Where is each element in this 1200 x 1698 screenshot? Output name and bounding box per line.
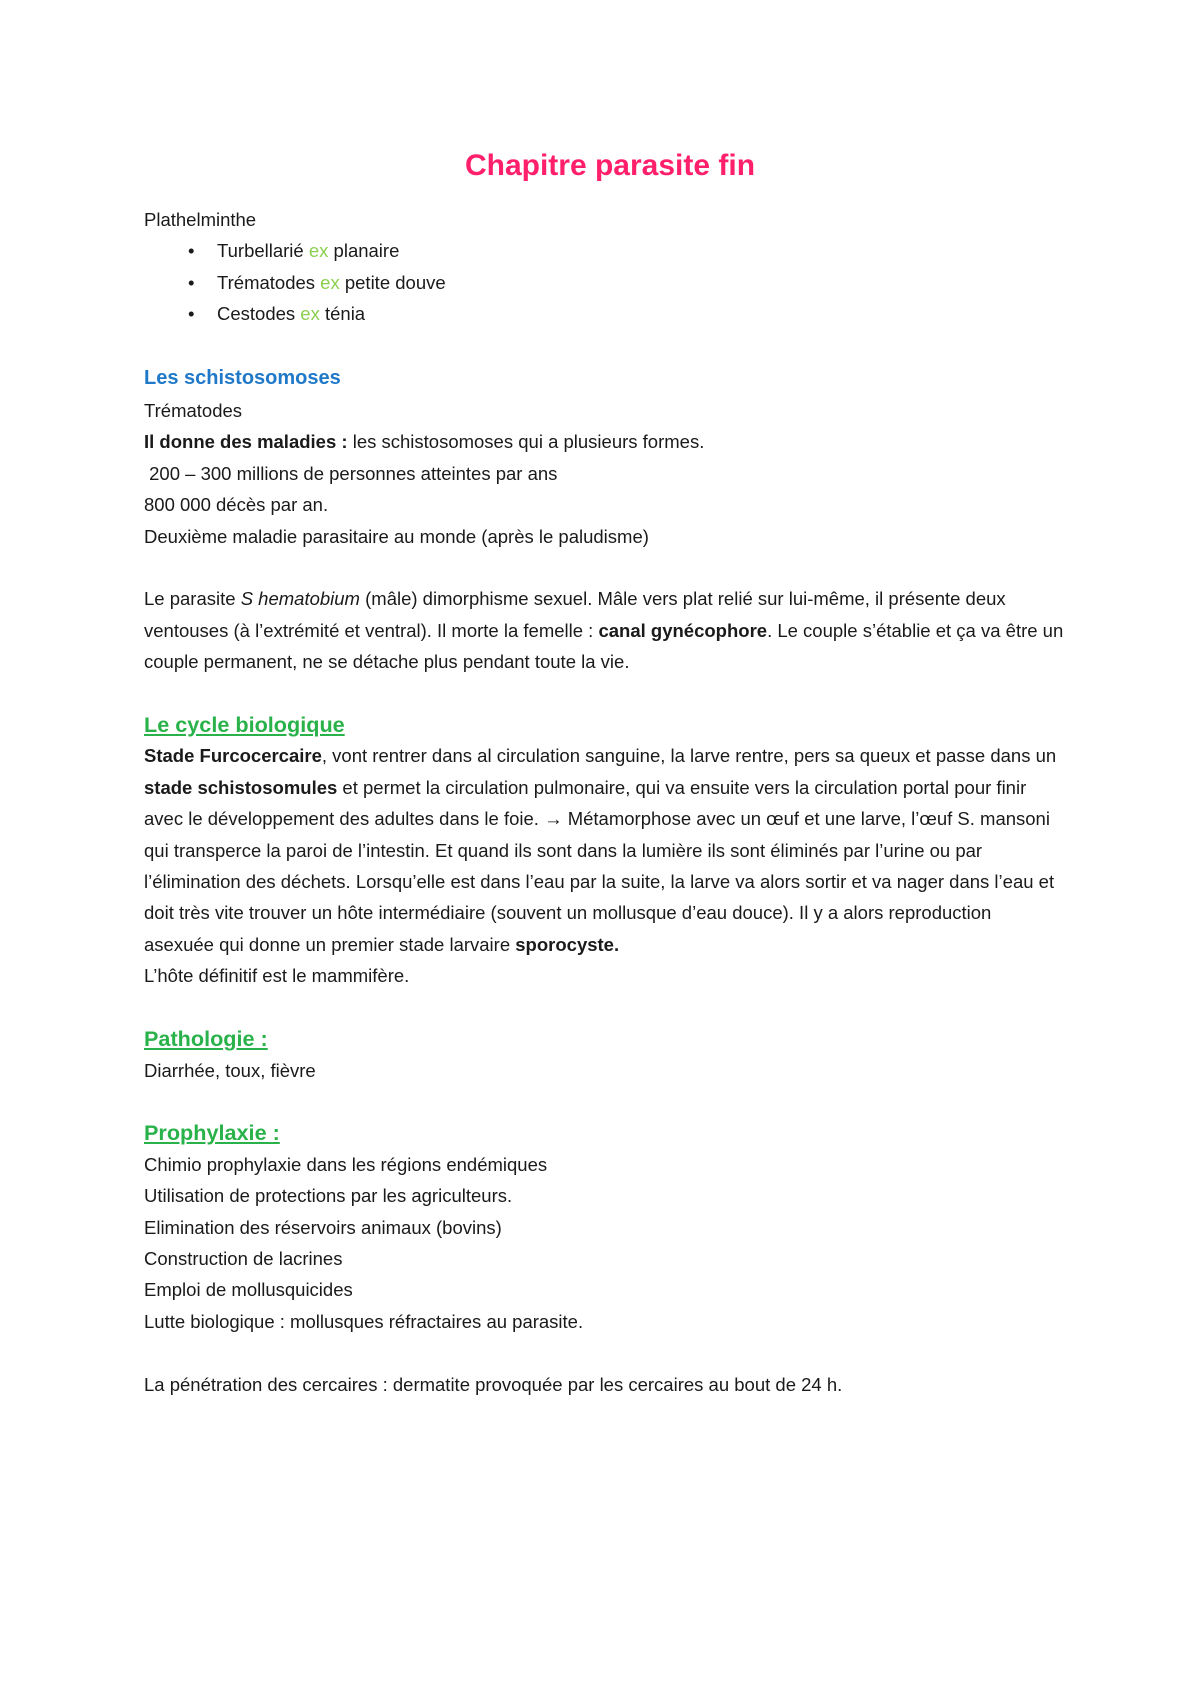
cycle-paragraph bbox=[144, 740, 1064, 960]
list-item bbox=[188, 298, 1064, 329]
cycle-text-2: et permet la circulation pulmonaire, qui va ensuite vers la circulation portal pour finir avec le développement des adultes dans le foie. → Métamorphose avec un œuf et une larve, l’œuf S. mansoni qui transperce la paroi de l’intestin. Et quand ils sont dans la lumière ils sont éliminés par l’urine ou par l’élimination des déchets. Lorsqu’elle est dans l’eau par la suite, la larve va alors sortir et va nager dans l’eau et doit très vite trouver un hôte intermédiaire (souvent un mollusque d’eau douce). Il y a alors reproduction asexuée qui donne un premier stade larvaire bbox=[144, 776, 1055, 955]
list-item bbox=[188, 267, 1064, 298]
parasite-paragraph bbox=[144, 583, 1064, 677]
page-title: Chapitre parasite fin bbox=[464, 149, 756, 182]
spacer bbox=[144, 330, 1064, 361]
plathelminthe-label: Plathelminthe bbox=[144, 209, 257, 230]
species-name: S hematobium bbox=[240, 588, 360, 610]
host-line: L’hôte définitif est le mammifère. bbox=[144, 965, 410, 987]
ex-marker: ex bbox=[300, 303, 320, 325]
prophylaxie-item: Lutte biologique : mollusques réfractaires au parasite. bbox=[144, 1310, 584, 1332]
item-example: ténia bbox=[324, 303, 366, 325]
maladies-rest: les schistosomoses qui a plusieurs formes. bbox=[347, 431, 705, 453]
item-example: planaire bbox=[333, 240, 400, 262]
cycle-bold-2: stade schistosomules bbox=[144, 776, 338, 798]
stat-rank: Deuxième maladie parasitaire au monde (après le paludisme) bbox=[144, 525, 649, 547]
prophylaxie-heading: Prophylaxie : bbox=[144, 1120, 280, 1146]
item-example: petite douve bbox=[344, 271, 446, 293]
bullet-icon: • bbox=[188, 240, 195, 262]
para-bold-term: canal gynécophore bbox=[598, 619, 768, 641]
item-name: Turbellarié bbox=[217, 240, 304, 262]
prophylaxie-item: Elimination des réservoirs animaux (bovins) bbox=[144, 1216, 502, 1238]
cycle-bold-1: Stade Furcocercaire bbox=[144, 745, 322, 767]
closing-line: La pénétration des cercaires : dermatite provoquée par les cercaires au bout de 24 h. bbox=[144, 1373, 843, 1395]
spacer bbox=[144, 1337, 1064, 1368]
bullet-icon: • bbox=[188, 303, 195, 325]
para-text-b: (mâle) dimorphisme sexuel. Mâle vers plat relié sur lui-même, il présente deux ventouses (à l’extrémité et ventral). Il morte la femelle : bbox=[144, 588, 1006, 641]
spacer bbox=[144, 1086, 1064, 1117]
cycle-heading: Le cycle biologique bbox=[144, 712, 345, 738]
pathologie-heading: Pathologie : bbox=[144, 1026, 268, 1052]
item-name: Cestodes bbox=[217, 303, 296, 325]
pathologie-text: Diarrhée, toux, fièvre bbox=[144, 1059, 316, 1081]
para-text-c: . Le couple s’établie et ça va être un couple permanent, ne se détache plus pendant toute la vie. bbox=[144, 619, 1064, 673]
spacer bbox=[144, 678, 1064, 709]
prophylaxie-item: Construction de lacrines bbox=[144, 1247, 343, 1269]
spacer bbox=[144, 552, 1064, 583]
ex-marker: ex bbox=[308, 240, 329, 262]
prophylaxie-item: Chimio prophylaxie dans les régions endémiques bbox=[144, 1153, 548, 1175]
stat-cases: 200 – 300 millions de personnes atteintes par ans bbox=[144, 462, 558, 484]
prophylaxie-item: Emploi de mollusquicides bbox=[144, 1279, 353, 1301]
ex-marker: ex bbox=[320, 271, 340, 293]
cycle-bold-3: sporocyste. bbox=[515, 933, 620, 955]
maladies-bold: Il donne des maladies : bbox=[144, 431, 348, 453]
stat-deaths: 800 000 décès par an. bbox=[144, 494, 329, 516]
schistosomoses-heading: Les schistosomoses bbox=[144, 367, 341, 390]
maladies-line bbox=[144, 426, 1064, 457]
item-name: Trématodes bbox=[217, 271, 316, 293]
class-label: Trématodes bbox=[144, 400, 243, 422]
prophylaxie-item: Utilisation de protections par les agriculteurs. bbox=[144, 1185, 513, 1207]
document-body bbox=[144, 146, 1064, 1400]
cycle-text-1: , vont rentrer dans al circulation sanguine, la larve rentre, pers sa queux et passe dans un bbox=[321, 745, 1057, 767]
bullet-icon: • bbox=[188, 271, 195, 293]
list-item bbox=[188, 235, 1064, 266]
para-text-a: Le parasite bbox=[144, 588, 241, 610]
plathelminthe-list bbox=[144, 235, 1064, 329]
spacer bbox=[144, 992, 1064, 1023]
